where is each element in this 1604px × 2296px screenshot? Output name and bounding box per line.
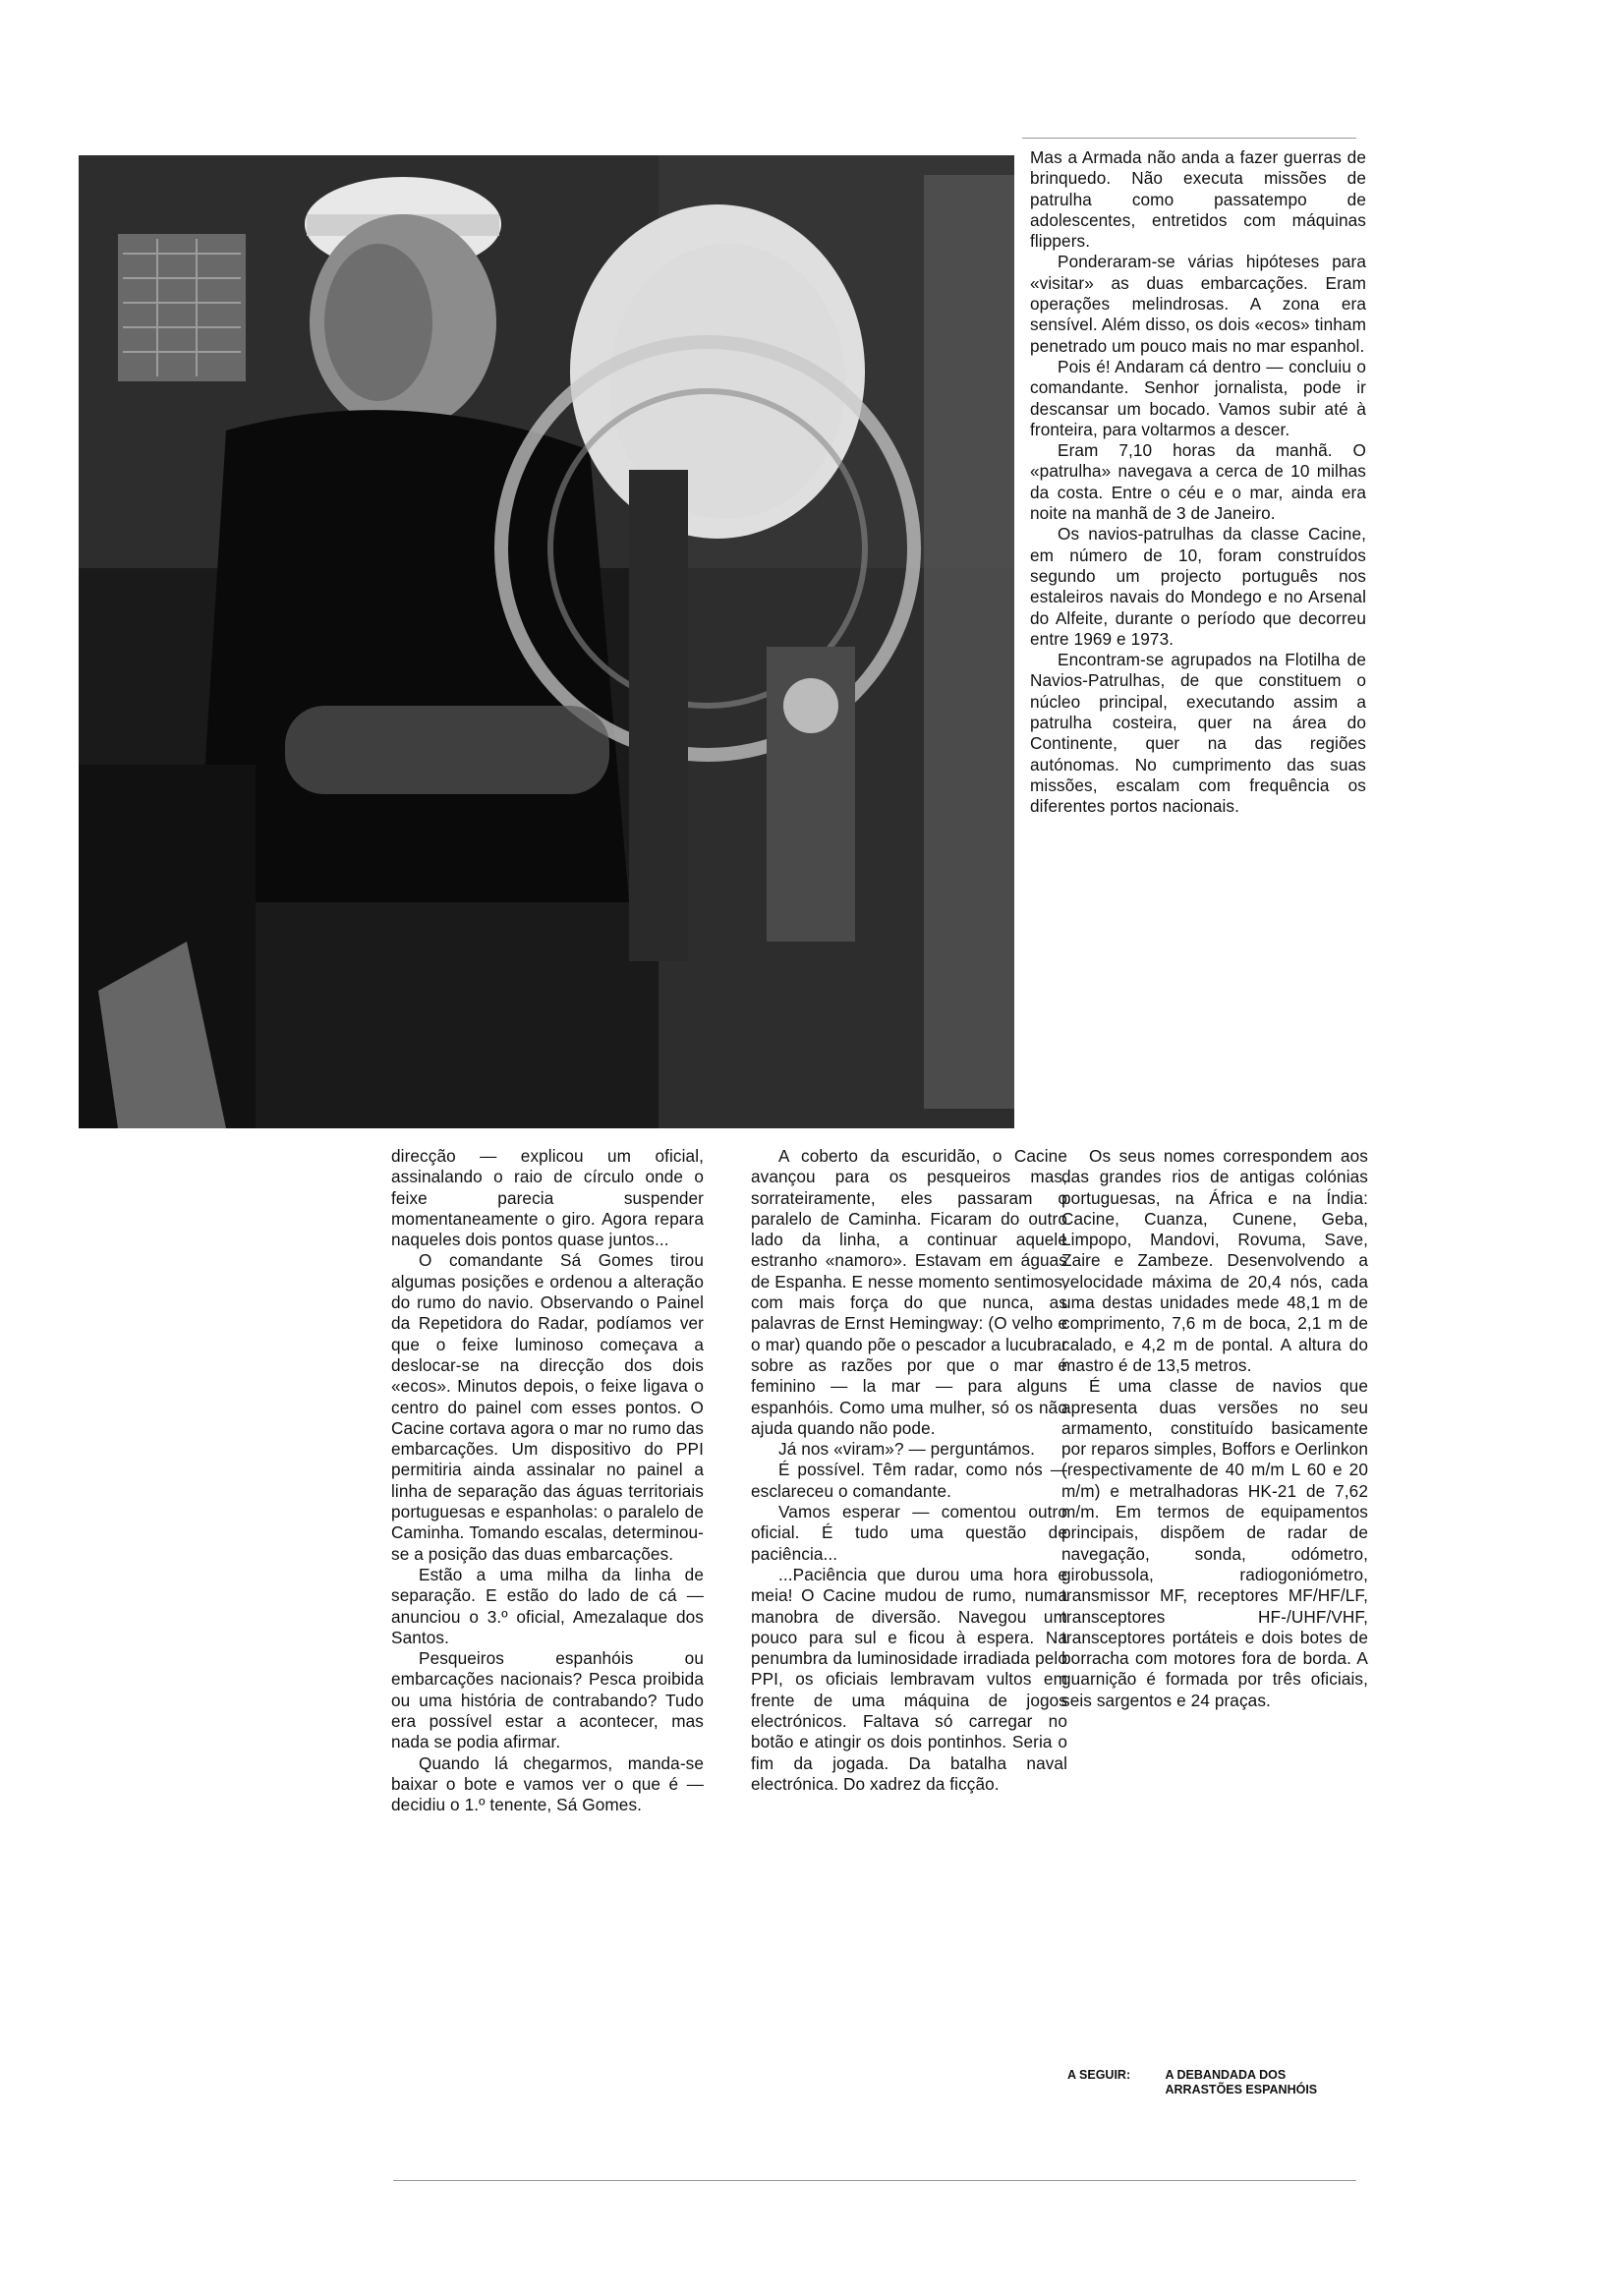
- paragraph: Quando lá chegarmos, manda-se baixar o bote e vamos ver o que é — decidiu o 1.º tenente, Sá Gomes.: [391, 1752, 704, 1815]
- paragraph: A coberto da escuridão, o Cacine avançou para os pesqueiros mas, sorrateiramente, eles passaram o paralelo de Caminha. Ficaram do outro lado da linha, a continuar aquele estranho «namoro». Estavam em águas de Espanha. E nesse momento sentimos, com mais força do que nunca, as palavras de Ernst Hemingway: (O velho e o mar) quando põe o pescador a lucubrar sobre as razões por que o mar é feminino — la mar — para alguns espanhóis. Como uma mulher, só os não ajuda quando não pode.: [751, 1146, 1067, 1438]
- paragraph: Encontram-se agrupados na Flotilha de Navios-Patrulhas, de que constituem o núcleo principal, executando assim a patrulha costeira, quer na área do Continente, quer na das regiões autónomas. No cumprimento das suas missões, escalam com frequência os diferentes portos nacionais.: [1030, 650, 1366, 817]
- paragraph: Ponderaram-se várias hipóteses para «visitar» as duas embarcações. Eram operações melindrosas. A zona era sensível. Além disso, os dois «ecos» tinham penetrado um pouco mais no mar espanhol.: [1030, 252, 1366, 356]
- article-column-top-right: [1030, 147, 1366, 818]
- article-column-1: [391, 1146, 704, 1816]
- officer-radar-photo-icon: [79, 155, 1014, 1128]
- paragraph: Eram 7,10 horas da manhã. O «patrulha» navegava a cerca de 10 milhas da costa. Entre o céu e o mar, ainda era noite na manhã de 3 de Janeiro.: [1030, 440, 1366, 524]
- paragraph: Estão a uma milha da linha de separação. E estão do lado de cá — anunciou o 3.º oficial, Amezalaque dos Santos.: [391, 1564, 704, 1647]
- article-column-3: [1061, 1146, 1368, 1711]
- paragraph: Mas a Armada não anda a fazer guerras de brinquedo. Não executa missões de patrulha como passatempo de adolescentes, entretidos com máquinas flippers.: [1030, 147, 1366, 252]
- paragraph: Pesqueiros espanhóis ou embarcações nacionais? Pesca proibida ou uma história de contrabando? Tudo era possível estar a acontecer, mas nada se podia afirmar.: [391, 1648, 704, 1752]
- newspaper-photo: [79, 155, 1014, 1128]
- bottom-rule: [393, 2180, 1356, 2181]
- continued-footer: [1067, 2068, 1362, 2097]
- paragraph: Os seus nomes correspondem aos das grandes rios de antigas colónias portuguesas, na África e na Índia: Cacine, Cuanza, Cunene, Geba, Limpopo, Mandovi, Rovuma, Save, Zaire e Zambeze. Desenvolvendo a velocidade máxima de 20,4 nós, cada uma destas unidades mede 48,1 m de comprimento, 7,6 m de boca, 2,1 m de calado, e 4,2 m de pontal. A altura do mastro é de 13,5 metros.: [1061, 1146, 1368, 1375]
- paragraph: É possível. Têm radar, como nós — esclareceu o comandante.: [751, 1460, 1067, 1501]
- paragraph: O comandante Sá Gomes tirou algumas posições e ordenou a alteração do rumo do navio. Observando o Painel da Repetidora do Radar, podíamos ver que o feixe luminoso começava a deslocar-se na direcção dos dois «ecos». Minutos depois, o feixe ligava o centro do painel com esses pontos. O Cacine cortava agora o mar no rumo das embarcações. Um dispositivo do PPI permitiria ainda assinalar no painel a linha de separação das águas territoriais portuguesas e espanholas: o paralelo de Caminha. Tomando escalas, determinou-se a posição das duas embarcações.: [391, 1250, 704, 1564]
- next-article-title: A DEBANDADA DOS ARRASTÕES ESPANHÓIS: [1165, 2068, 1318, 2096]
- paragraph: direcção — explicou um oficial, assinalando o raio de círculo onde o feixe parecia suspender momentaneamente o giro. Agora repara naqueles dois pontos quase juntos...: [391, 1146, 704, 1250]
- paragraph: ...Paciência que durou uma hora e meia! O Cacine mudou de rumo, numa manobra de diversão. Navegou um pouco para sul e ficou à espera. Na penumbra da luminosidade irradiada pelo PPI, os oficiais lembravam vultos em frente de uma máquina de jogos electrónicos. Faltava só carregar no botão e atingir os dois pontinhos. Seria o fim da jogada. Da batalha naval electrónica. Do xadrez da ficção.: [751, 1564, 1067, 1794]
- paragraph: Pois é! Andaram cá dentro — concluiu o comandante. Senhor jornalista, pode ir descansar um bocado. Vamos subir até à fronteira, para voltarmos a descer.: [1030, 356, 1366, 439]
- article-column-2: [751, 1146, 1067, 1795]
- paragraph: Vamos esperar — comentou outro oficial. É tudo uma questão de paciência...: [751, 1502, 1067, 1564]
- paragraph: É uma classe de navios que apresenta duas versões no seu armamento, constituído basicamente por reparos simples, Boffors e Oerlinkon (respectivamente de 40 m/m L 60 e 20 m/m) e metralhadoras HK-21 de 7,62 m/m. Em termos de equipamentos principais, dispõem de radar de navegação, sonda, odómetro, girobussola, radiogoniómetro, transmissor MF, receptores MF/HF/LF, transceptores HF-/UHF/VHF, transceptores portáteis e dois botes de borracha com motores fora de borda. A guarnição é formada por três oficiais, seis sargentos e 24 praças.: [1061, 1376, 1368, 1710]
- paragraph: Os navios-patrulhas da classe Cacine, em número de 10, foram construídos segundo um projecto português nos estaleiros navais do Mondego e no Arsenal do Alfeite, durante o período que decorreu entre 1969 e 1973.: [1030, 524, 1366, 649]
- paragraph: Já nos «viram»? — perguntámos.: [778, 1439, 1035, 1460]
- top-rule: [1022, 138, 1356, 139]
- continued-label: A SEGUIR:: [1067, 2068, 1131, 2082]
